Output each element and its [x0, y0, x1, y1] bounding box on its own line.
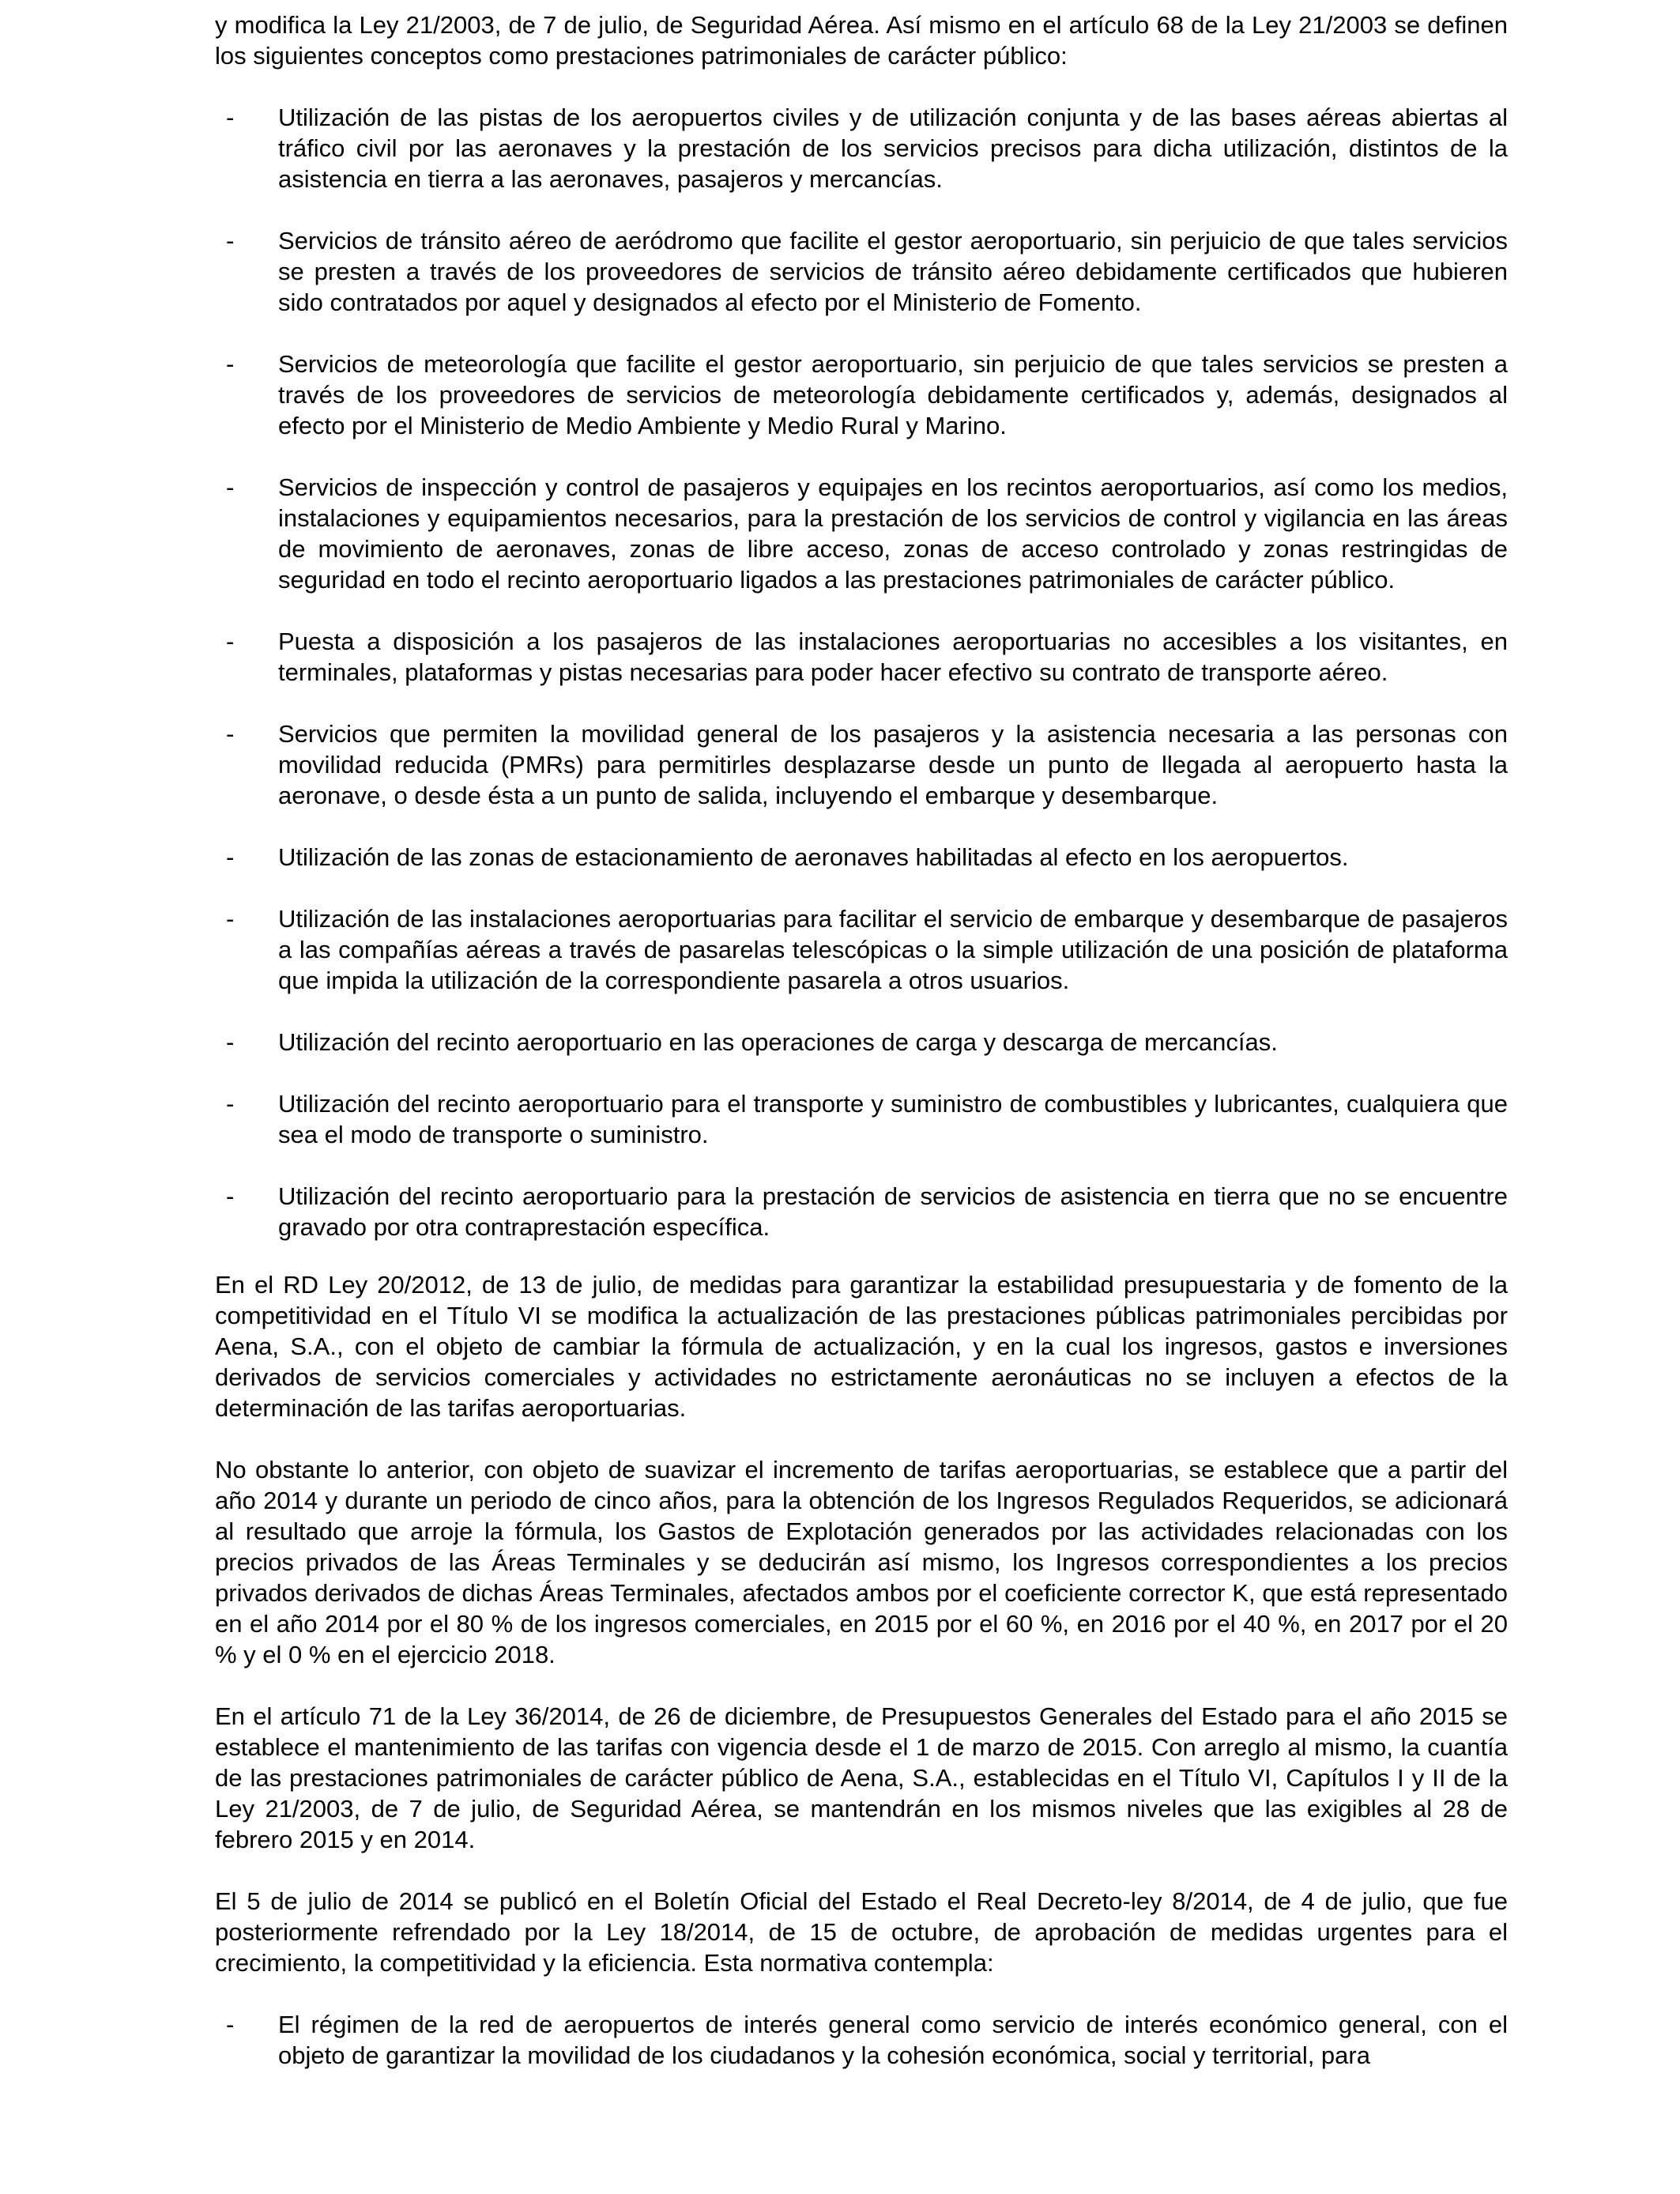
- dash-bullet: -: [226, 1090, 235, 1118]
- body-paragraph: No obstante lo anterior, con objeto de suavizar el incremento de tarifas aeroportuarias, se establece que a partir del año 2014 y durante un periodo de cinco años, para la obtención de los Ingresos Regulados Requeridos, se adicionará al resultado que arroje la fórmula, los Gastos de Explotación generados por las actividades relacionadas con los precios privados de las Áreas Terminales y se deducirán así mismo, los Ingresos correspondientes a los precios privados derivados de dichas Áreas Terminales, afectados ambos por el coeficiente corrector K, que está representado en el año 2014 por el 80 % de los ingresos comerciales, en 2015 por el 60 %, en 2016 por el 40 %, en 2017 por el 20 % y el 0 % en el ejercicio 2018.: [215, 1456, 1508, 1668]
- spacer: [215, 1150, 1508, 1181]
- dash-bullet: -: [226, 720, 235, 748]
- list-item: [215, 718, 1508, 811]
- list-item-text: El régimen de la red de aeropuertos de interés general como servicio de interés económico general, con el objeto de garantizar la movilidad de los ciudadanos y la cohesión económica, social y territorial, para: [278, 2011, 1508, 2069]
- list-item: [215, 1027, 1508, 1057]
- list-item: [215, 472, 1508, 595]
- intro-paragraph: y modifica la Ley 21/2003, de 7 de julio, de Seguridad Aérea. Así mismo en el artículo 68 de la Ley 21/2003 se definen los siguientes conceptos como prestaciones patrimoniales de carácter público:: [215, 11, 1508, 70]
- list-item-text: Servicios que permiten la movilidad general de los pasajeros y la asistencia necesaria a las personas con movilidad reducida (PMRs) para permitirles desplazarse desde un punto de llegada al aeropuerto hasta la aeronave, o desde ésta a un punto de salida, incluyendo el embarque y desembarque.: [278, 720, 1508, 809]
- list-item-text: Servicios de tránsito aéreo de aeródromo que facilite el gestor aeroportuario, sin perjuicio de que tales servicios se presten a través de los proveedores de servicios de tránsito aéreo debidamente certificados que hubieren sido contratados por aquel y designados al efecto por el Ministerio de Fomento.: [278, 227, 1508, 316]
- list-item: [215, 1181, 1508, 1242]
- list-item: [215, 903, 1508, 996]
- spacer: [215, 811, 1508, 842]
- dash-bullet: -: [226, 1182, 235, 1210]
- list-item: [215, 225, 1508, 318]
- dash-bullet: -: [226, 1028, 235, 1056]
- measures-list: [215, 2009, 1508, 2071]
- list-item: [215, 1088, 1508, 1150]
- spacer: [215, 688, 1508, 718]
- body-paragraph: En el artículo 71 de la Ley 36/2014, de 26 de diciembre, de Presupuestos Generales del Estado para el año 2015 se establece el mantenimiento de las tarifas con vigencia desde el 1 de marzo de 2015. Con arreglo al mismo, la cuantía de las prestaciones patrimoniales de carácter público de Aena, S.A., establecidas en el Título VI, Capítulos I y II de la Ley 21/2003, de 7 de julio, de Seguridad Aérea, se mantendrán en los mismos niveles que las exigibles al 28 de febrero 2015 y en 2014.: [215, 1702, 1508, 1853]
- spacer: [215, 318, 1508, 349]
- document-page: [215, 9, 1508, 2071]
- dash-bullet: -: [226, 473, 235, 501]
- dash-bullet: -: [226, 104, 235, 131]
- list-item: [215, 842, 1508, 873]
- list-item-text: Utilización de las instalaciones aeroportuarias para facilitar el servicio de embarque y desembarque de pasajeros a las compañías aéreas a través de pasarelas telescópicas o la simple utilización de una posición de plataforma que impida la utilización de la correspondiente pasarela a otros usuarios.: [278, 905, 1508, 994]
- spacer: [215, 1242, 1508, 1269]
- list-item-text: Utilización del recinto aeroportuario en las operaciones de carga y descarga de mercancías.: [278, 1028, 1278, 1056]
- dash-bullet: -: [226, 905, 235, 933]
- spacer: [215, 441, 1508, 472]
- list-item-text: Servicios de inspección y control de pasajeros y equipajes en los recintos aeroportuarios, así como los medios, instalaciones y equipamientos necesarios, para la prestación de los servicios de control y vigilancia en las áreas de movimiento de aeronaves, zonas de libre acceso, zonas de acceso controlado y zonas restringidas de seguridad en todo el recinto aeroportuario ligados a las prestaciones patrimoniales de carácter público.: [278, 473, 1508, 594]
- dash-bullet: -: [226, 628, 235, 655]
- list-item-text: Servicios de meteorología que facilite el gestor aeroportuario, sin perjuicio de que tales servicios se presten a través de los proveedores de servicios de meteorología debidamente certificados y, además, designados al efecto por el Ministerio de Medio Ambiente y Medio Rural y Marino.: [278, 350, 1508, 439]
- list-item-text: Utilización del recinto aeroportuario para el transporte y suministro de combustibles y lubricantes, cualquiera que sea el modo de transporte o suministro.: [278, 1090, 1508, 1148]
- list-item: [215, 102, 1508, 194]
- list-item: [215, 626, 1508, 688]
- dash-bullet: -: [226, 2011, 235, 2038]
- spacer: [215, 1670, 1508, 1701]
- list-item: [215, 349, 1508, 441]
- spacer: [215, 1057, 1508, 1088]
- list-item: [215, 2009, 1508, 2071]
- dash-bullet: -: [226, 350, 235, 378]
- dash-bullet: -: [226, 843, 235, 871]
- spacer: [215, 595, 1508, 626]
- body-paragraph: En el RD Ley 20/2012, de 13 de julio, de medidas para garantizar la estabilidad presupuestaria y de fomento de la competitividad en el Título VI se modifica la actualización de las prestaciones públicas patrimoniales percibidas por Aena, S.A., con el objeto de cambiar la fórmula de actualización, y en la cual los ingresos, gastos e inversiones derivados de servicios comerciales y actividades no estrictamente aeronáuticas no se incluyen a efectos de la determinación de las tarifas aeroportuarias.: [215, 1271, 1508, 1422]
- body-paragraph: El 5 de julio de 2014 se publicó en el Boletín Oficial del Estado el Real Decreto-ley 8/2014, de 4 de julio, que fue posteriormente refrendado por la Ley 18/2014, de 15 de octubre, de aprobación de medidas urgentes para el crecimiento, la competitividad y la eficiencia. Esta normativa contempla:: [215, 1887, 1508, 1977]
- spacer: [215, 194, 1508, 225]
- spacer: [215, 1855, 1508, 1886]
- list-item-text: Utilización de las pistas de los aeropuertos civiles y de utilización conjunta y de las bases aéreas abiertas al tráfico civil por las aeronaves y la prestación de los servicios precisos para dicha utilización, distintos de la asistencia en tierra a las aeronaves, pasajeros y mercancías.: [278, 104, 1508, 193]
- spacer: [215, 1423, 1508, 1454]
- list-item-text: Puesta a disposición a los pasajeros de las instalaciones aeroportuarias no accesibles a los visitantes, en terminales, plataformas y pistas necesarias para poder hacer efectivo su contrato de transporte aéreo.: [278, 628, 1508, 686]
- dash-bullet: -: [226, 227, 235, 254]
- spacer: [215, 996, 1508, 1027]
- spacer: [215, 873, 1508, 903]
- list-item-text: Utilización del recinto aeroportuario para la prestación de servicios de asistencia en tierra que no se encuentre gravado por otra contraprestación específica.: [278, 1182, 1508, 1241]
- list-item-text: Utilización de las zonas de estacionamiento de aeronaves habilitadas al efecto en los aeropuertos.: [278, 843, 1349, 871]
- spacer: [215, 1978, 1508, 2009]
- prestaciones-list: [215, 102, 1508, 1242]
- spacer: [215, 71, 1508, 102]
